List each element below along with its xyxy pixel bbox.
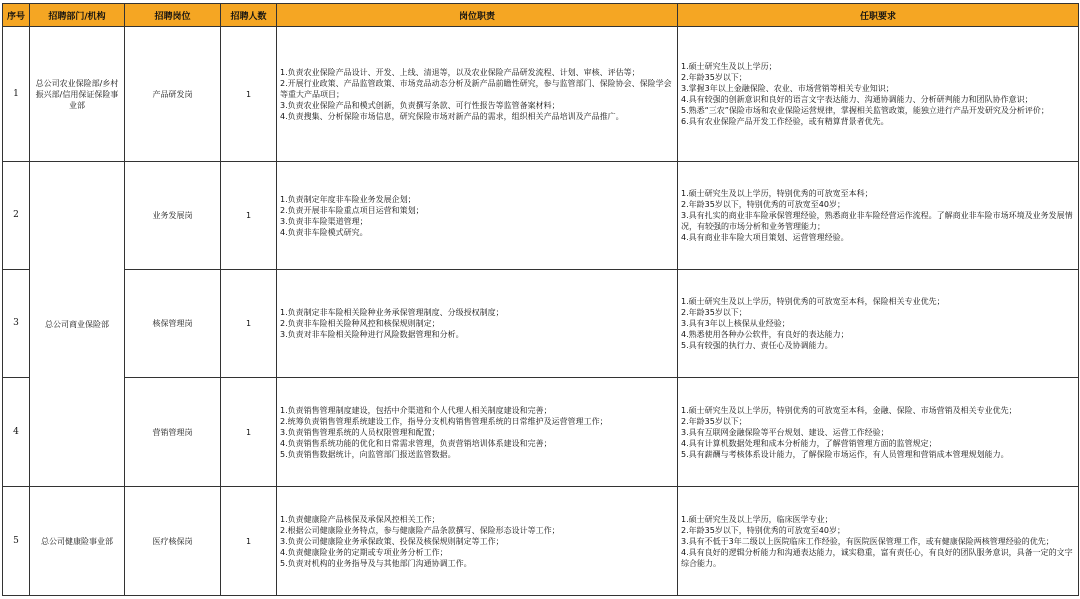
dept-cell: 总公司健康险事业部 [30, 487, 125, 596]
req-line: 5.具有较强的执行力、责任心及协调能力。 [681, 341, 833, 350]
duty-line: 3.负责对非车险相关险种进行风险数据管理和分析。 [280, 330, 464, 339]
post-cell: 核保管理岗 [125, 270, 221, 378]
duty-line: 3.负责公司健康险业务承保政策、投保及核保规则制定等工作； [280, 536, 504, 546]
duty-line: 1.负责制定年度非车险业务发展企划； [280, 194, 416, 204]
duty-line: 1.负责农业保险产品设计、开发、上线、清退等，以及农业保险产品研发流程、计划、审核、评估等； [280, 67, 640, 77]
seq-cell: 5 [3, 487, 30, 596]
duty-line: 1.负责销售管理制度建设，包括中介渠道和个人代理人相关制度建设和完善； [280, 405, 552, 415]
duty-cell [277, 487, 678, 596]
duty-line: 2.开展行业政策、产品监管政策、市场竞品动态分析及新产品前瞻性研究，参与监管部门、保险协会、保险学会等重大产品项目； [280, 78, 672, 99]
duty-cell [277, 270, 678, 378]
dept-cell: 总公司商业保险部 [30, 162, 125, 487]
req-cell [678, 487, 1079, 596]
recruitment-table [2, 3, 1079, 596]
req-line: 1.硕士研究生及以上学历； [681, 62, 777, 71]
header-dept: 招聘部门/机构 [30, 4, 125, 27]
duty-line: 5.负责对机构的业务指导及与其他部门沟通协调工作。 [280, 558, 472, 568]
duty-cell [277, 378, 678, 487]
duty-line: 1.负责健康险产品核保及承保风控相关工作； [280, 514, 440, 524]
duty-line: 2.负责非车险相关险种风控和核保规则制定； [280, 319, 440, 328]
req-cell [678, 162, 1079, 270]
duty-line: 4.负责销售系统功能的优化和日常需求管理，负责营销培训体系建设和完善； [280, 438, 552, 448]
header-post: 招聘岗位 [125, 4, 221, 27]
req-line: 1.硕士研究生及以上学历，临床医学专业； [681, 514, 833, 524]
seq-cell: 4 [3, 378, 30, 487]
seq-cell: 3 [3, 270, 30, 378]
req-line: 4.熟悉使用各种办公软件，有良好的表达能力； [681, 330, 849, 339]
seq-cell: 1 [3, 27, 30, 162]
req-line: 2.年龄35岁以下，特别优秀的可放宽至40岁； [681, 200, 845, 209]
req-line: 2.年龄35岁以下； [681, 73, 747, 82]
num-cell: 1 [221, 162, 277, 270]
table-row [3, 378, 1079, 487]
req-line: 4.具有计算机数据处理和成本分析能力，了解营销管理方面的监管规定； [681, 438, 937, 448]
header-duty: 岗位职责 [277, 4, 678, 27]
req-line: 4.具有良好的逻辑分析能力和沟通表达能力，诚实稳重，富有责任心，有良好的团队服务意识，具备一定的文字综合能力。 [681, 547, 1073, 568]
req-line: 3.具有3年以上核保从业经验； [681, 319, 790, 328]
seq-cell: 2 [3, 162, 30, 270]
req-line: 6.具有农业保险产品开发工作经验，或有精算背景者优先。 [681, 117, 889, 126]
duty-line: 3.负责销售管理系统的人员权限管理和配置； [280, 427, 440, 437]
post-cell: 业务发展岗 [125, 162, 221, 270]
table-row [3, 270, 1079, 378]
header-seq: 序号 [3, 4, 30, 27]
req-line: 1.硕士研究生及以上学历，特别优秀的可放宽至本科，保险相关专业优先； [681, 297, 945, 306]
duty-line: 4.负责健康险业务的定期或专项业务分析工作； [280, 547, 448, 557]
req-line: 1.硕士研究生及以上学历，特别优秀的可放宽至本科，金融、保险、市场营销及相关专业优先； [681, 405, 1017, 415]
req-line: 5.熟悉“三农”保险市场和农业保险运营规律，掌握相关监管政策，能独立进行产品开发研究及分析评价； [681, 106, 1049, 115]
duty-line: 4.负责非车险模式研究。 [280, 227, 368, 237]
table-row [3, 27, 1079, 162]
req-line: 3.具有扎实的商业非车险承保管理经验，熟悉商业非车险经营运作流程。了解商业非车险市场环境及业务发展情况，有较强的市场分析和业务管理能力； [681, 211, 1073, 231]
duty-line: 4.负责搜集、分析保险市场信息，研究保险市场对新产品的需求，组织相关产品培训及产品推广。 [280, 111, 624, 121]
post-cell: 产品研发岗 [125, 27, 221, 162]
num-cell: 1 [221, 27, 277, 162]
dept-cell: 总公司农业保险部/乡村振兴部/信用保证保险事业部 [30, 27, 125, 162]
duty-line: 3.负责非车险渠道管理； [280, 216, 368, 226]
req-line: 3.掌握3年以上金融保险、农业、市场营销等相关专业知识； [681, 84, 894, 93]
duty-cell [277, 162, 678, 270]
post-cell: 医疗核保岗 [125, 487, 221, 596]
req-line: 3.具有不低于3年二级以上医院临床工作经验，有医院医保管理工作，或有健康保险两核管理经验的优先； [681, 536, 1054, 546]
num-cell: 1 [221, 487, 277, 596]
duty-line: 3.负责农业保险产品和模式创新，负责撰写条款、可行性报告等监管备案材料； [280, 100, 560, 110]
duty-line: 2.负责开展非车险重点项目运营和策划； [280, 205, 424, 215]
req-line: 4.具有商业非车险大项目策划、运营管理经验。 [681, 233, 849, 242]
table-row [3, 487, 1079, 596]
header-req: 任职要求 [678, 4, 1079, 27]
req-line: 1.硕士研究生及以上学历，特别优秀的可放宽至本科； [681, 189, 873, 198]
duty-line: 2.根据公司健康险业务特点，参与健康险产品条款撰写、保险形态设计等工作； [280, 525, 560, 535]
table-row [3, 162, 1079, 270]
num-cell: 1 [221, 270, 277, 378]
duty-cell [277, 27, 678, 162]
req-line: 3.具有互联网金融保险等平台规划、建设、运营工作经验； [681, 427, 889, 437]
req-line: 2.年龄35岁以下； [681, 308, 747, 317]
post-cell: 营销管理岗 [125, 378, 221, 487]
header-num: 招聘人数 [221, 4, 277, 27]
duty-line: 1.负责制定非车险相关险种业务承保管理制度、分级授权制度； [280, 308, 504, 317]
num-cell: 1 [221, 378, 277, 487]
duty-line: 2.统筹负责销售管理系统建设工作，指导分支机构销售管理系统的日常维护及运营管理工作； [280, 416, 608, 426]
req-cell [678, 378, 1079, 487]
req-cell [678, 270, 1079, 378]
req-line: 2.年龄35岁以下，特别优秀的可放宽至40岁； [681, 525, 845, 535]
req-line: 2.年龄35岁以下； [681, 416, 747, 426]
req-line: 5.具有薪酬与考核体系设计能力，了解保险市场运作，有人员管理和营销成本管理规划能力。 [681, 449, 1009, 459]
header-row [3, 4, 1079, 27]
req-line: 4.具有较强的创新意识和良好的语言文字表达能力、沟通协调能力、分析研判能力和团队协作意识； [681, 95, 1033, 104]
req-cell [678, 27, 1079, 162]
duty-line: 5.负责销售数据统计，向监管部门报送监管数据。 [280, 449, 456, 459]
